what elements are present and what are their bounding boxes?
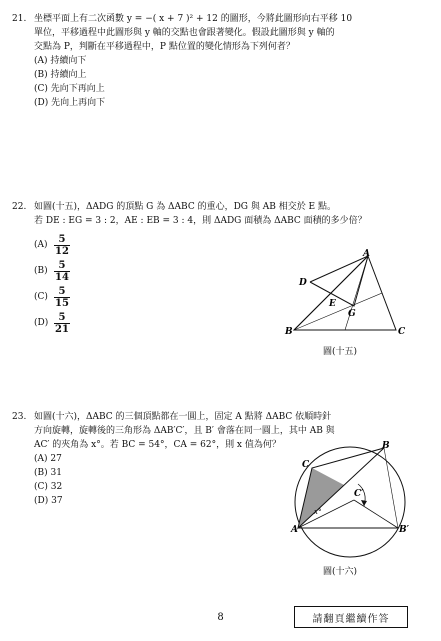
option-a: (A) 27 (34, 454, 62, 464)
option-a: (A) 持續向下 (34, 56, 87, 66)
numerator: 5 (58, 259, 66, 271)
option-c: (C) 32 (34, 482, 63, 492)
angle-label-x: x° (314, 508, 322, 516)
option-b: (B) 31 (34, 468, 62, 478)
option-fraction (54, 286, 70, 309)
option-d: (D) 37 (34, 496, 63, 506)
option-d: (D) 先向上再向下 (34, 98, 106, 108)
circle-diagram (284, 440, 414, 564)
label-d: D (299, 278, 307, 288)
denominator: 14 (55, 271, 69, 283)
option-b: (B) 持續向上 (34, 70, 87, 80)
option-fraction (54, 234, 70, 257)
question-text: 如圖(十六)，ΔABC 的三個頂點都在一圓上，固定 A 點將 ΔABC 依順時針 方向旋轉，旋轉後的三角形為 ΔAB′C′，且 B′ 會落在同一圓上，其中 AB 與 AC′ 的夾角為 x°。若 BC = 54°，CA = 62°，則 x 值為何？ (34, 412, 335, 450)
numerator: 5 (58, 311, 66, 323)
triangle-diagram (282, 248, 412, 340)
turn-page-notice (294, 606, 408, 628)
label-b-prime: B′ (399, 525, 409, 535)
label-a: A (291, 525, 298, 535)
question-number: 21. (12, 14, 27, 24)
option-fraction (54, 260, 70, 283)
figure-16 (284, 440, 414, 564)
option-label: (A) (34, 240, 48, 250)
option-fraction (54, 312, 70, 335)
denominator: 12 (55, 245, 69, 257)
question-text: 如圖(十五)，ΔADG 的頂點 G 為 ΔABC 的重心，DG 與 AB 相交於 E 點。 若 DE : EG = 3 : 2，AE : EB = 3 : 4，則 ΔADG 面積為 ΔABC 面積的多少倍？ (34, 202, 367, 226)
label-c: C (302, 460, 310, 470)
option-label: (C) (34, 292, 48, 302)
option-label: (D) (34, 318, 49, 328)
option-c: (C) 先向下再向上 (34, 84, 105, 94)
figure-16-caption: 圖(十六) (323, 567, 358, 577)
question-number: 22. (12, 202, 27, 212)
page-number: 8 (217, 612, 224, 623)
label-g: G (348, 309, 356, 319)
question-21 (12, 12, 432, 110)
label-b: B (382, 441, 390, 451)
denominator: 15 (55, 297, 69, 309)
turn-page-text: 請翻頁繼續作答 (312, 613, 390, 625)
denominator: 21 (55, 323, 69, 335)
label-e: E (329, 299, 336, 309)
label-b: B (285, 327, 293, 337)
label-c-prime: C′ (354, 489, 364, 499)
question-text: 坐標平面上有二次函數 y = −( x + 7 )² + 12 的圖形，今將此圖形向右平移 10 單位，平移過程中此圖形與 y 軸的交點也會跟著變化。假設此圖形與 y 軸的 交點為 P，判斷在平移過程中，P 點位置的變化情形為下列何者？ (34, 14, 353, 52)
numerator: 5 (58, 233, 66, 245)
figure-15 (282, 248, 412, 340)
option-label: (B) (34, 266, 48, 276)
label-c: C (398, 327, 406, 337)
numerator: 5 (58, 285, 66, 297)
figure-15-caption: 圖(十五) (323, 347, 358, 357)
question-number: 23. (12, 412, 27, 422)
label-a: A (363, 249, 370, 259)
